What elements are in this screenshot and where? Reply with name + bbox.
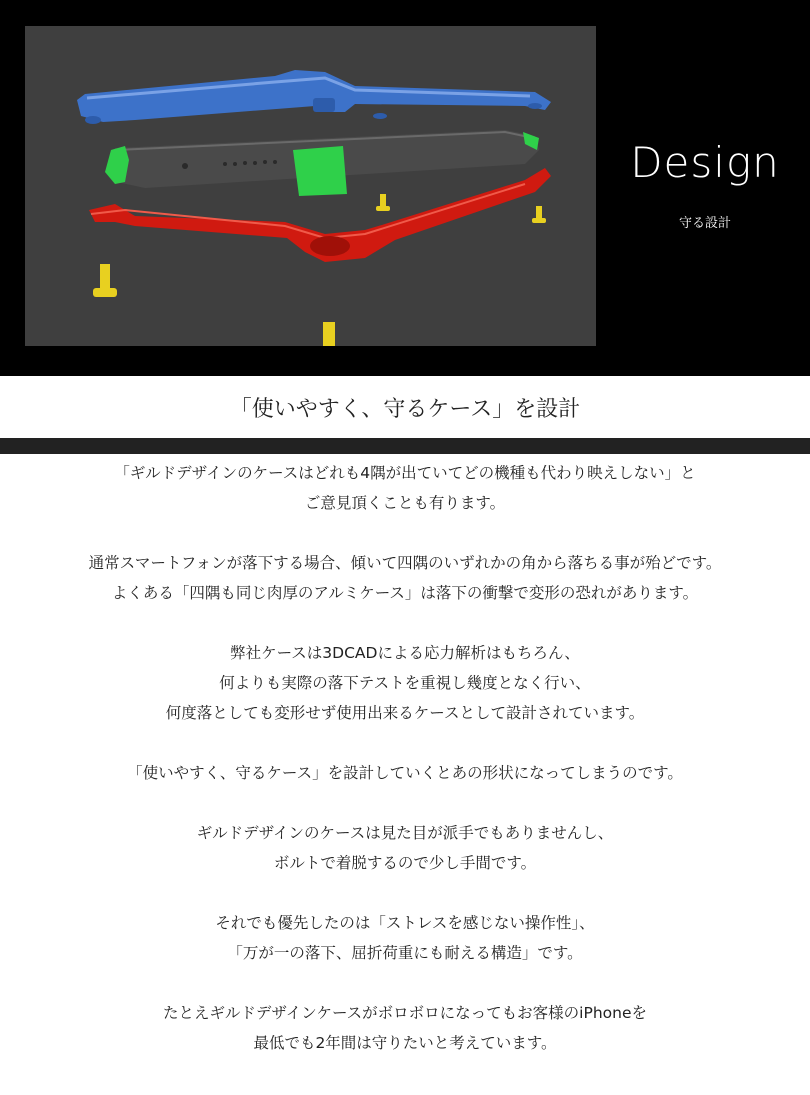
paragraph-line: 通常スマートフォンが落下する場合、傾いて四隅のいずれかの角から落ちる事が殆どです。 — [88, 554, 722, 572]
paragraph-line: 「使いやすく、守るケース」を設計していくとあの形状になってしまうのです。 — [127, 764, 683, 782]
paragraph-line: 「ギルドデザインのケースはどれも4隅が出ていてどの機種も代わり映えしない」と — [114, 464, 696, 482]
paragraph-line: 「万が一の落下、屈折荷重にも耐える構造」です。 — [227, 944, 583, 962]
exploded-case-render — [25, 26, 596, 346]
design-banner — [0, 0, 810, 376]
paragraph-line: それでも優先したのは「ストレスを感じない操作性」、 — [215, 914, 595, 932]
case-exploded-view-illustration — [25, 26, 596, 346]
section-headline: 「使いやすく、守るケース」を設計 — [229, 396, 581, 422]
paragraph — [0, 908, 810, 968]
paragraph-line: たとえギルドデザインケースがボロボロになってもお客様のiPhoneを — [163, 1004, 647, 1022]
paragraph-line: ご意見頂くことも有ります。 — [304, 494, 506, 512]
paragraph — [0, 548, 810, 608]
paragraph — [0, 458, 810, 518]
design-subtitle: 守る設計 — [678, 216, 731, 231]
paragraph — [0, 638, 810, 728]
screws — [93, 194, 546, 346]
body-text — [0, 458, 810, 1088]
paragraph-line: ボルトで着脱するので少し手間です。 — [273, 854, 537, 872]
paragraph-line: よくある「四隅も同じ肉厚のアルミケース」は落下の衝撃で変形の恐れがあります。 — [111, 584, 699, 602]
paragraph — [0, 758, 810, 788]
paragraph-line: 最低でも2年間は守りたいと考えています。 — [253, 1034, 557, 1052]
paragraph — [0, 818, 810, 878]
paragraph — [0, 998, 810, 1058]
paragraph-line: 何よりも実際の落下テストを重視し幾度となく行い、 — [219, 674, 591, 692]
paragraph-line: 弊社ケースは3DCADによる応力解析はもちろん、 — [230, 644, 580, 662]
design-title: Design — [630, 138, 780, 187]
paragraph-line: ギルドデザインのケースは見た目が派手でもありませんし、 — [196, 824, 614, 842]
top-frame-part — [77, 70, 551, 124]
paragraph-line: 何度落としても変形せず使用出来るケースとして設計されています。 — [165, 704, 645, 722]
headline-divider — [0, 438, 810, 454]
